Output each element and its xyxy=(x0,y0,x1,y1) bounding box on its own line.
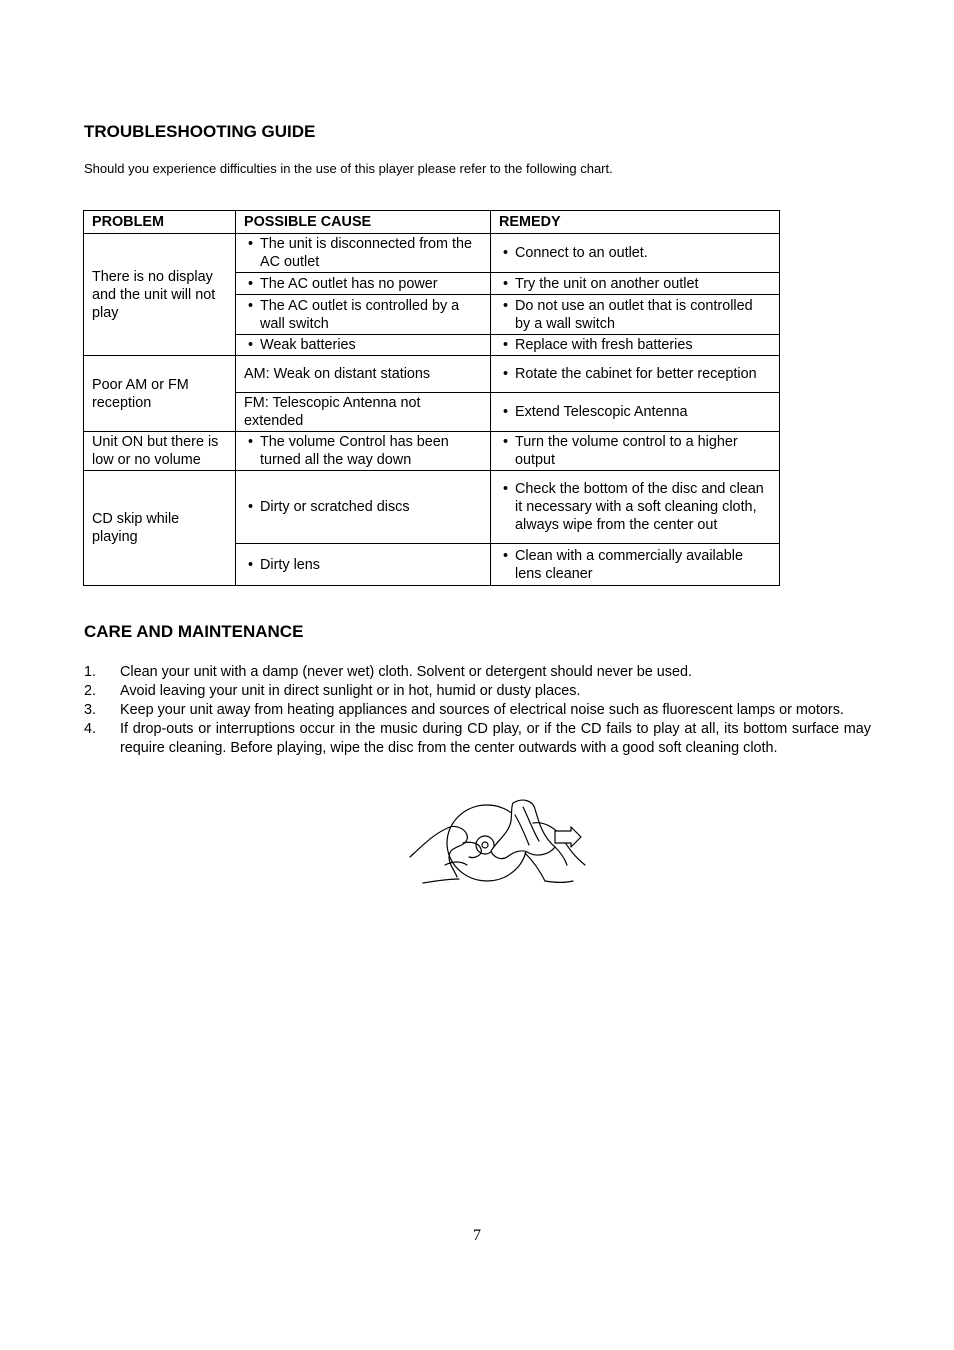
cause-cell xyxy=(236,432,491,471)
remedy-cell xyxy=(491,234,780,273)
cause-text: • Weak batteries xyxy=(244,336,482,354)
cause-cell xyxy=(236,335,491,356)
remedy-text: • Turn the volume control to a higher output xyxy=(499,433,771,469)
problem-cell: Poor AM or FM reception xyxy=(84,356,236,432)
care-title: CARE AND MAINTENANCE xyxy=(84,622,304,641)
remedy-text: • Rotate the cabinet for better reception xyxy=(499,365,771,383)
cause-text: • Dirty lens xyxy=(244,556,482,574)
cause-text: • The unit is disconnected from the AC outlet xyxy=(244,235,482,271)
cause-cell xyxy=(236,295,491,335)
table-row xyxy=(84,432,780,471)
problem-cell: CD skip while playing xyxy=(84,471,236,586)
list-item xyxy=(84,682,871,701)
item-text: Avoid leaving your unit in direct sunlight or in hot, humid or dusty places. xyxy=(120,683,581,699)
cause-text: • The volume Control has been turned all the way down xyxy=(244,433,482,469)
care-list xyxy=(84,663,871,758)
remedy-cell xyxy=(491,544,780,586)
remedy-text: • Try the unit on another outlet xyxy=(499,275,771,293)
cause-text: • The AC outlet has no power xyxy=(244,275,482,293)
remedy-text: • Clean with a commercially available lens cleaner xyxy=(499,547,771,583)
item-text: Clean your unit with a damp (never wet) cloth. Solvent or detergent should never be used. xyxy=(120,664,692,680)
problem-cell: Unit ON but there is low or no volume xyxy=(84,432,236,471)
remedy-cell xyxy=(491,356,780,393)
table-row xyxy=(84,471,780,544)
header-possible-cause: POSSIBLE CAUSE xyxy=(236,211,491,234)
cause-cell xyxy=(236,273,491,295)
list-item xyxy=(84,720,871,758)
remedy-text: • Extend Telescopic Antenna xyxy=(499,403,771,421)
remedy-text: • Replace with fresh batteries xyxy=(499,336,771,354)
item-number: 4. xyxy=(84,721,97,737)
remedy-text: • Do not use an outlet that is controlled by a wall switch xyxy=(499,297,771,333)
table-row xyxy=(84,234,780,273)
item-number: 3. xyxy=(84,702,97,718)
remedy-text: • Connect to an outlet. xyxy=(499,244,771,262)
remedy-cell xyxy=(491,273,780,295)
troubleshooting-intro: Should you experience difficulties in the use of this player please refer to the following chart. xyxy=(84,161,613,176)
cause-text: • Dirty or scratched discs xyxy=(244,498,482,516)
remedy-cell xyxy=(491,432,780,471)
remedy-cell xyxy=(491,471,780,544)
cause-cell xyxy=(236,471,491,544)
list-item xyxy=(84,701,871,720)
header-remedy: REMEDY xyxy=(491,211,780,234)
item-text: If drop-outs or interruptions occur in the music during CD play, or if the CD fails to play at all, its bottom surface may require cleaning. Before playing, wipe the disc from the center outwards with a good soft cleaning cloth. xyxy=(120,721,871,756)
cd-cleaning-illustration xyxy=(405,795,590,890)
remedy-text: • Check the bottom of the disc and clean it necessary with a soft cleaning cloth, always wipe from the center out xyxy=(499,480,771,534)
troubleshooting-table xyxy=(83,210,780,586)
list-item xyxy=(84,663,871,682)
cause-cell xyxy=(236,234,491,273)
item-number: 2. xyxy=(84,683,97,699)
cause-cell xyxy=(236,544,491,586)
item-text: Keep your unit away from heating appliances and sources of electrical noise such as fluorescent lamps or motors. xyxy=(120,702,844,718)
troubleshooting-title: TROUBLESHOOTING GUIDE xyxy=(84,122,316,141)
remedy-cell xyxy=(491,393,780,432)
remedy-cell xyxy=(491,335,780,356)
page-number: 7 xyxy=(473,1227,481,1244)
table-row xyxy=(84,356,780,393)
item-number: 1. xyxy=(84,664,97,680)
header-problem: PROBLEM xyxy=(84,211,236,234)
cause-cell: AM: Weak on distant stations xyxy=(236,356,491,393)
remedy-cell xyxy=(491,295,780,335)
cause-text: • The AC outlet is controlled by a wall switch xyxy=(244,297,482,333)
problem-cell: There is no display and the unit will not play xyxy=(84,234,236,356)
table-header-row xyxy=(84,211,780,234)
cause-cell: FM: Telescopic Antenna not extended xyxy=(236,393,491,432)
